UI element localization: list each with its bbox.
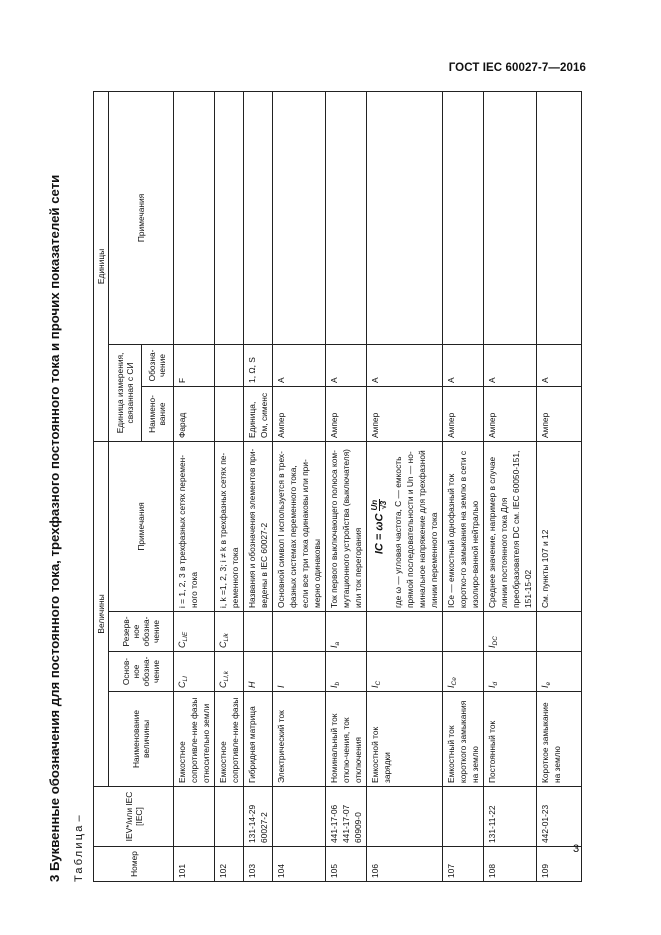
col-remarks-header: Примечания xyxy=(109,441,174,611)
col-unit-name-header: Наимено-вание xyxy=(141,386,174,441)
table-row xyxy=(326,91,367,881)
row-unit-name: Фарад xyxy=(174,386,215,441)
symbol-letter: I xyxy=(540,685,550,688)
symbol-subscript: b xyxy=(334,681,341,686)
symbol-subscript: d xyxy=(492,681,499,686)
row-name: Гибридная матрица xyxy=(244,692,273,787)
row-unit-remark xyxy=(244,91,273,344)
table-caption-text: Таблица xyxy=(73,823,85,882)
formula-fraction xyxy=(371,499,388,512)
row-remark xyxy=(367,441,443,611)
symbol-subscript: e xyxy=(545,681,552,686)
row-alt-symbol xyxy=(537,612,582,652)
symbol-letter: C xyxy=(218,641,228,648)
row-unit-remark xyxy=(367,91,443,344)
symbol-letter: C xyxy=(218,681,228,688)
row-main-symbol xyxy=(244,652,273,692)
row-number: 105 xyxy=(326,847,367,882)
col-unit-remarks-header: Примечания xyxy=(109,91,174,344)
row-unit-symbol: 1, Ω, S xyxy=(244,344,273,386)
formula-lhs: IC = ωC xyxy=(373,513,386,555)
row-main-symbol xyxy=(215,652,244,692)
row-unit-name: Ампер xyxy=(367,386,443,441)
row-unit-symbol xyxy=(215,344,244,386)
row-main-symbol xyxy=(443,652,484,692)
row-unit-remark xyxy=(443,91,484,344)
row-number: 108 xyxy=(484,847,537,882)
row-unit-symbol: A xyxy=(367,344,443,386)
standard-designation: ГОСТ IEC 60027-7—2016 xyxy=(448,62,586,74)
row-number: 103 xyxy=(244,847,273,882)
row-iev xyxy=(273,787,326,847)
row-remark-text: где ω — угловая частота, C — емкость прямой последовательности и Un — но-минальное напряжение для трехфазной линии переменного тока xyxy=(393,450,439,608)
row-alt-symbol xyxy=(326,612,367,652)
row-iev: 131-14-29 60027-2 xyxy=(244,787,273,847)
row-unit-symbol: A xyxy=(326,344,367,386)
row-main-symbol xyxy=(367,652,443,692)
symbol-subscript: Ce xyxy=(451,677,458,686)
row-name: Емкостное сопротивле-ние фазы относительно земли xyxy=(174,692,215,787)
table-row xyxy=(273,91,326,881)
symbol-letter: C xyxy=(177,681,187,688)
row-unit-remark xyxy=(215,91,244,344)
row-iev xyxy=(215,787,244,847)
section-heading: 3 Буквенные обозначения для постоянного тока, трехфазного постоянного тока и прочих показателей сети xyxy=(47,174,62,882)
row-alt-symbol xyxy=(244,612,273,652)
symbol-subscript: Lik xyxy=(223,633,230,642)
table-row xyxy=(215,91,244,881)
symbol-letter: I xyxy=(446,685,456,688)
table-row xyxy=(443,91,484,881)
table-caption-dash: – xyxy=(73,815,85,822)
row-unit-remark xyxy=(484,91,537,344)
row-unit-symbol: F xyxy=(174,344,215,386)
row-unit-symbol: A xyxy=(273,344,326,386)
header-row-2 xyxy=(109,91,142,881)
symbol-subscript: a xyxy=(334,641,341,646)
table-caption xyxy=(73,815,85,882)
row-unit-name: Ампер xyxy=(443,386,484,441)
row-name: Емкостное сопротивле-ние фазы xyxy=(215,692,244,787)
symbol-letter: I xyxy=(329,645,339,648)
row-iev xyxy=(443,787,484,847)
symbol-subscript: DC xyxy=(492,636,499,646)
row-iev: 442-01-23 xyxy=(537,787,582,847)
row-unit-symbol: A xyxy=(484,344,537,386)
table-row xyxy=(174,91,215,881)
row-number: 104 xyxy=(273,847,326,882)
row-number: 101 xyxy=(174,847,215,882)
row-iev: 131-11-22 xyxy=(484,787,537,847)
row-iev: 441-17-06 441-17-07 60909-0 xyxy=(326,787,367,847)
table-row xyxy=(244,91,273,881)
row-iev xyxy=(174,787,215,847)
row-unit-remark xyxy=(326,91,367,344)
row-main-symbol xyxy=(174,652,215,692)
header-row-1 xyxy=(94,91,109,881)
symbol-subscript: C xyxy=(375,680,382,686)
page-number: 3 xyxy=(573,843,580,855)
row-unit-name: Единица, Ом, сименс xyxy=(244,386,273,441)
row-unit-symbol: A xyxy=(537,344,582,386)
row-number: 106 xyxy=(367,847,443,882)
row-main-symbol xyxy=(326,652,367,692)
col-name-header: Наименование величины xyxy=(109,692,174,787)
col-number-header: Номер xyxy=(94,847,174,882)
symbol-letter: I xyxy=(329,685,339,688)
row-number: 102 xyxy=(215,847,244,882)
symbol-letter: H xyxy=(247,681,257,688)
symbol-letter: I xyxy=(487,645,497,648)
row-name: Короткое замыкание на землю xyxy=(537,692,582,787)
row-remark: См. пункты 107 и 12 xyxy=(537,441,582,611)
row-number: 107 xyxy=(443,847,484,882)
row-unit-name: Ампер xyxy=(326,386,367,441)
row-remark: i, k =1, 2, 3; i ≠ k в трехфазных сетях пе-ременного тока xyxy=(215,441,244,611)
table-row xyxy=(537,91,582,881)
rotated-table-area xyxy=(47,42,597,882)
row-alt-symbol xyxy=(273,612,326,652)
row-name: Постоянный ток xyxy=(484,692,537,787)
col-si-units-header: Единица измерения, связанная с СИ xyxy=(109,344,142,441)
symbol-letter: I xyxy=(370,685,380,688)
row-unit-symbol: A xyxy=(443,344,484,386)
symbol-letter: I xyxy=(487,685,497,688)
symbol-letter: I xyxy=(276,685,286,688)
symbol-subscript: LIE xyxy=(182,631,189,642)
row-main-symbol xyxy=(273,652,326,692)
row-remark: Ток первого выключающего полюса ком-мутационного устройства (выключателя) или ток перегорания xyxy=(326,441,367,611)
row-unit-name xyxy=(215,386,244,441)
col-alt-symbol-header: Резерв-ное обозна-чение xyxy=(109,612,174,652)
charging-current-formula xyxy=(369,445,392,608)
row-alt-symbol xyxy=(484,612,537,652)
col-units-header: Единицы xyxy=(94,91,109,441)
row-remark: ICe — емкостный однофазный ток коротко-го замыкания на землю в сети с изолиро-ванной нейтралью xyxy=(443,441,484,611)
symbol-letter: C xyxy=(177,641,187,648)
letter-symbols-table xyxy=(93,91,582,882)
row-iev xyxy=(367,787,443,847)
formula-denominator: √3 xyxy=(379,500,388,510)
formula-numerator: Un xyxy=(370,499,379,511)
row-main-symbol xyxy=(537,652,582,692)
row-main-symbol xyxy=(484,652,537,692)
row-alt-symbol xyxy=(215,612,244,652)
symbol-subscript: LI,k xyxy=(223,671,230,682)
row-alt-symbol xyxy=(443,612,484,652)
col-main-symbol-header: Основ-ное обозна-чение xyxy=(109,652,174,692)
row-unit-remark xyxy=(273,91,326,344)
row-alt-symbol xyxy=(367,612,443,652)
row-remark: Основной символ I используется в трех-фазных системах переменного тока, если все три тока одинаковы или при-мерно одинаковы xyxy=(273,441,326,611)
table-row xyxy=(484,91,537,881)
col-quantities-header: Величины xyxy=(94,441,109,786)
col-unit-symbol-header: Обозна-чение xyxy=(141,344,174,386)
row-unit-remark xyxy=(174,91,215,344)
row-unit-name: Ампер xyxy=(537,386,582,441)
row-remark: i = 1, 2, 3 в трехфазных сетях перемен-ного тока xyxy=(174,441,215,611)
row-unit-name: Ампер xyxy=(484,386,537,441)
table-row xyxy=(367,91,443,881)
row-number: 109 xyxy=(537,847,582,882)
row-unit-name: Ампер xyxy=(273,386,326,441)
row-remark: Названия и обозначения элементов при-ведены в IEC 60027-2 xyxy=(244,441,273,611)
row-name: Электрический ток xyxy=(273,692,326,787)
row-unit-remark xyxy=(537,91,582,344)
col-iev-header: IEV*/или IEC [IEC] xyxy=(94,787,174,847)
row-remark: Среднее значение, например в случае линии постоянного тока Для преобразователя DC см. IEC 60050-151, 151-15-02 xyxy=(484,441,537,611)
row-name: Емкостной ток зарядки xyxy=(367,692,443,787)
row-name: Емкостный ток короткого замыкания на землю xyxy=(443,692,484,787)
row-name: Номинальный ток отклю-чения, ток отключения xyxy=(326,692,367,787)
row-alt-symbol xyxy=(174,612,215,652)
symbol-subscript: LI xyxy=(182,676,189,682)
